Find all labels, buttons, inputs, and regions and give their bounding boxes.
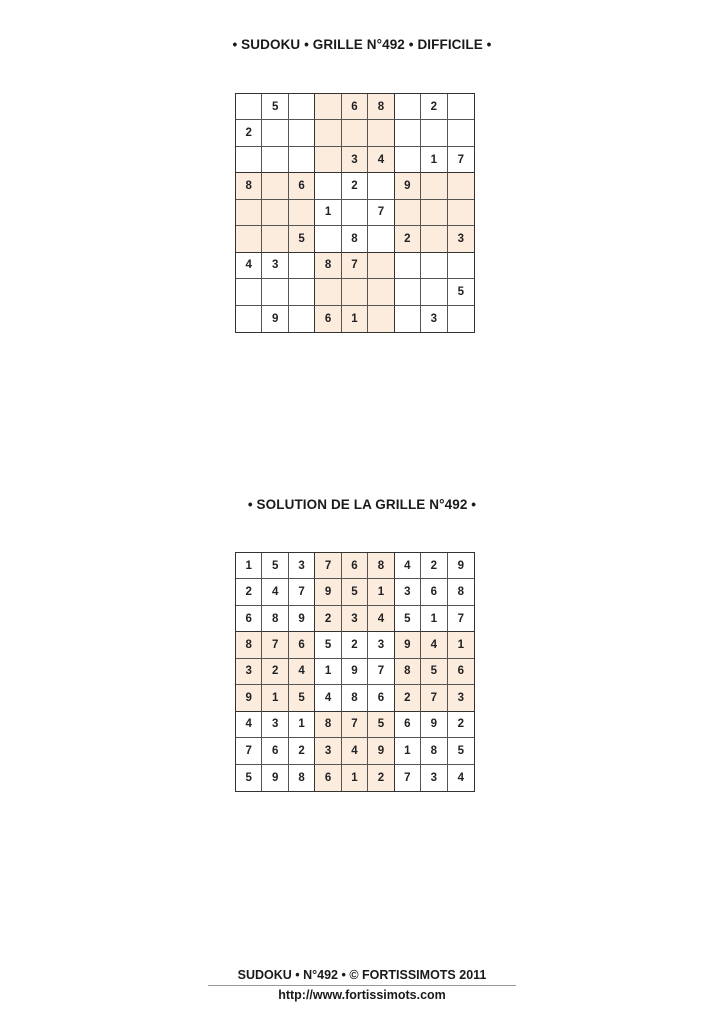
solution-cell: 3: [262, 712, 288, 738]
solution-cell: 9: [368, 738, 394, 764]
puzzle-cell: 2: [342, 173, 368, 199]
solution-cell: 5: [236, 765, 262, 791]
puzzle-cell: 9: [262, 306, 288, 332]
puzzle-cell: [289, 306, 315, 332]
solution-cell: 3: [315, 738, 341, 764]
solution-cell: 1: [262, 685, 288, 711]
puzzle-cell: [342, 279, 368, 305]
solution-cell: 6: [236, 606, 262, 632]
solution-cell: 9: [289, 606, 315, 632]
solution-cell: 1: [236, 553, 262, 579]
solution-cell: 9: [395, 632, 421, 658]
puzzle-cell: 4: [368, 147, 394, 173]
solution-cell: 7: [262, 632, 288, 658]
puzzle-cell: [315, 173, 341, 199]
puzzle-cell: [236, 226, 262, 252]
solution-cell: 2: [262, 659, 288, 685]
solution-cell: 3: [236, 659, 262, 685]
puzzle-cell: [448, 306, 474, 332]
puzzle-cell: 1: [421, 147, 447, 173]
solution-cell: 8: [342, 685, 368, 711]
puzzle-cell: [395, 120, 421, 146]
solution-cell: 4: [395, 553, 421, 579]
puzzle-cell: [368, 253, 394, 279]
solution-cell: 5: [395, 606, 421, 632]
puzzle-cell: [342, 120, 368, 146]
puzzle-cell: 7: [342, 253, 368, 279]
puzzle-cell: [315, 94, 341, 120]
solution-cell: 4: [421, 632, 447, 658]
solution-cell: 8: [262, 606, 288, 632]
puzzle-cell: [368, 173, 394, 199]
puzzle-cell: 2: [395, 226, 421, 252]
solution-cell: 8: [395, 659, 421, 685]
puzzle-cell: [421, 120, 447, 146]
solution-cell: 3: [448, 685, 474, 711]
puzzle-cell: [448, 94, 474, 120]
solution-cell: 7: [236, 738, 262, 764]
solution-cell: 1: [421, 606, 447, 632]
solution-cell: 6: [262, 738, 288, 764]
solution-cell: 2: [315, 606, 341, 632]
puzzle-cell: [236, 306, 262, 332]
solution-cell: 7: [342, 712, 368, 738]
solution-cell: 7: [289, 579, 315, 605]
puzzle-cell: 5: [289, 226, 315, 252]
puzzle-cell: 3: [448, 226, 474, 252]
solution-cell: 7: [315, 553, 341, 579]
solution-cell: 2: [421, 553, 447, 579]
solution-cell: 8: [368, 553, 394, 579]
puzzle-cell: [421, 173, 447, 199]
puzzle-cell: [289, 120, 315, 146]
solution-cell: 5: [262, 553, 288, 579]
solution-cell: 7: [368, 659, 394, 685]
puzzle-cell: [289, 147, 315, 173]
solution-cell: 2: [448, 712, 474, 738]
puzzle-cell: 6: [342, 94, 368, 120]
puzzle-cell: [395, 253, 421, 279]
solution-cell: 3: [289, 553, 315, 579]
puzzle-cell: [421, 200, 447, 226]
puzzle-cell: [342, 200, 368, 226]
puzzle-cell: [395, 94, 421, 120]
puzzle-cell: 8: [315, 253, 341, 279]
puzzle-cell: [448, 173, 474, 199]
solution-cell: 1: [448, 632, 474, 658]
puzzle-cell: [262, 200, 288, 226]
puzzle-cell: [262, 279, 288, 305]
solution-cell: 5: [448, 738, 474, 764]
solution-cell: 2: [342, 632, 368, 658]
puzzle-cell: [421, 226, 447, 252]
puzzle-cell: [236, 147, 262, 173]
solution-cell: 8: [448, 579, 474, 605]
solution-cell: 6: [448, 659, 474, 685]
puzzle-title: • SUDOKU • GRILLE N°492 • DIFFICILE •: [232, 37, 492, 52]
solution-cell: 9: [342, 659, 368, 685]
puzzle-cell: [262, 226, 288, 252]
solution-cell: 4: [342, 738, 368, 764]
solution-cell: 6: [421, 579, 447, 605]
puzzle-cell: 3: [421, 306, 447, 332]
puzzle-cell: 8: [342, 226, 368, 252]
puzzle-cell: 9: [395, 173, 421, 199]
solution-cell: 6: [395, 712, 421, 738]
puzzle-cell: [368, 279, 394, 305]
puzzle-cell: [236, 94, 262, 120]
puzzle-cell: [315, 147, 341, 173]
puzzle-cell: [395, 279, 421, 305]
puzzle-cell: 4: [236, 253, 262, 279]
solution-cell: 2: [395, 685, 421, 711]
solution-cell: 5: [315, 632, 341, 658]
puzzle-cell: [315, 226, 341, 252]
solution-cell: 6: [368, 685, 394, 711]
puzzle-cell: 5: [448, 279, 474, 305]
puzzle-cell: [289, 94, 315, 120]
solution-cell: 7: [448, 606, 474, 632]
puzzle-cell: [368, 120, 394, 146]
puzzle-cell: 3: [342, 147, 368, 173]
puzzle-cell: 1: [315, 200, 341, 226]
solution-cell: 4: [448, 765, 474, 791]
puzzle-cell: [421, 253, 447, 279]
puzzle-cell: [395, 147, 421, 173]
solution-cell: 4: [236, 712, 262, 738]
solution-grid: [235, 552, 475, 792]
puzzle-cell: 6: [315, 306, 341, 332]
solution-cell: 6: [342, 553, 368, 579]
puzzle-cell: 3: [262, 253, 288, 279]
solution-cell: 2: [289, 738, 315, 764]
puzzle-cell: 7: [368, 200, 394, 226]
solution-cell: 9: [262, 765, 288, 791]
puzzle-cell: 8: [368, 94, 394, 120]
solution-cell: 8: [421, 738, 447, 764]
solution-cell: 5: [342, 579, 368, 605]
solution-cell: 1: [315, 659, 341, 685]
footer-divider: [208, 985, 516, 986]
footer-copyright: SUDOKU • N°492 • © FORTISSIMOTS 2011: [237, 968, 487, 982]
puzzle-cell: [289, 253, 315, 279]
solution-cell: 3: [421, 765, 447, 791]
puzzle-cell: [236, 279, 262, 305]
solution-cell: 5: [421, 659, 447, 685]
puzzle-cell: [262, 120, 288, 146]
solution-cell: 1: [368, 579, 394, 605]
puzzle-cell: [289, 279, 315, 305]
solution-cell: 4: [315, 685, 341, 711]
puzzle-cell: 8: [236, 173, 262, 199]
solution-cell: 4: [289, 659, 315, 685]
solution-cell: 6: [315, 765, 341, 791]
solution-cell: 7: [421, 685, 447, 711]
puzzle-cell: [448, 120, 474, 146]
solution-cell: 9: [236, 685, 262, 711]
puzzle-cell: [289, 200, 315, 226]
solution-cell: 3: [368, 632, 394, 658]
puzzle-cell: 1: [342, 306, 368, 332]
solution-cell: 2: [236, 579, 262, 605]
puzzle-grid: [235, 93, 475, 333]
solution-cell: 3: [342, 606, 368, 632]
puzzle-cell: 5: [262, 94, 288, 120]
solution-cell: 2: [368, 765, 394, 791]
solution-cell: 1: [395, 738, 421, 764]
puzzle-cell: [448, 253, 474, 279]
solution-cell: 6: [289, 632, 315, 658]
solution-cell: 3: [395, 579, 421, 605]
puzzle-cell: [368, 226, 394, 252]
solution-cell: 1: [342, 765, 368, 791]
puzzle-cell: [448, 200, 474, 226]
puzzle-cell: [262, 147, 288, 173]
puzzle-cell: [395, 306, 421, 332]
solution-cell: 8: [289, 765, 315, 791]
puzzle-cell: [315, 120, 341, 146]
puzzle-cell: 2: [236, 120, 262, 146]
solution-cell: 4: [368, 606, 394, 632]
puzzle-cell: [368, 306, 394, 332]
solution-title: • SOLUTION DE LA GRILLE N°492 •: [247, 497, 477, 512]
solution-cell: 1: [289, 712, 315, 738]
footer-url: http://www.fortissimots.com: [278, 988, 446, 1002]
puzzle-cell: 7: [448, 147, 474, 173]
puzzle-cell: [262, 173, 288, 199]
solution-cell: 8: [315, 712, 341, 738]
puzzle-cell: 2: [421, 94, 447, 120]
solution-cell: 9: [448, 553, 474, 579]
solution-cell: 9: [315, 579, 341, 605]
puzzle-cell: 6: [289, 173, 315, 199]
solution-cell: 8: [236, 632, 262, 658]
solution-cell: 7: [395, 765, 421, 791]
puzzle-cell: [236, 200, 262, 226]
solution-cell: 9: [421, 712, 447, 738]
puzzle-cell: [315, 279, 341, 305]
solution-cell: 4: [262, 579, 288, 605]
solution-cell: 5: [368, 712, 394, 738]
puzzle-cell: [395, 200, 421, 226]
puzzle-cell: [421, 279, 447, 305]
solution-cell: 5: [289, 685, 315, 711]
